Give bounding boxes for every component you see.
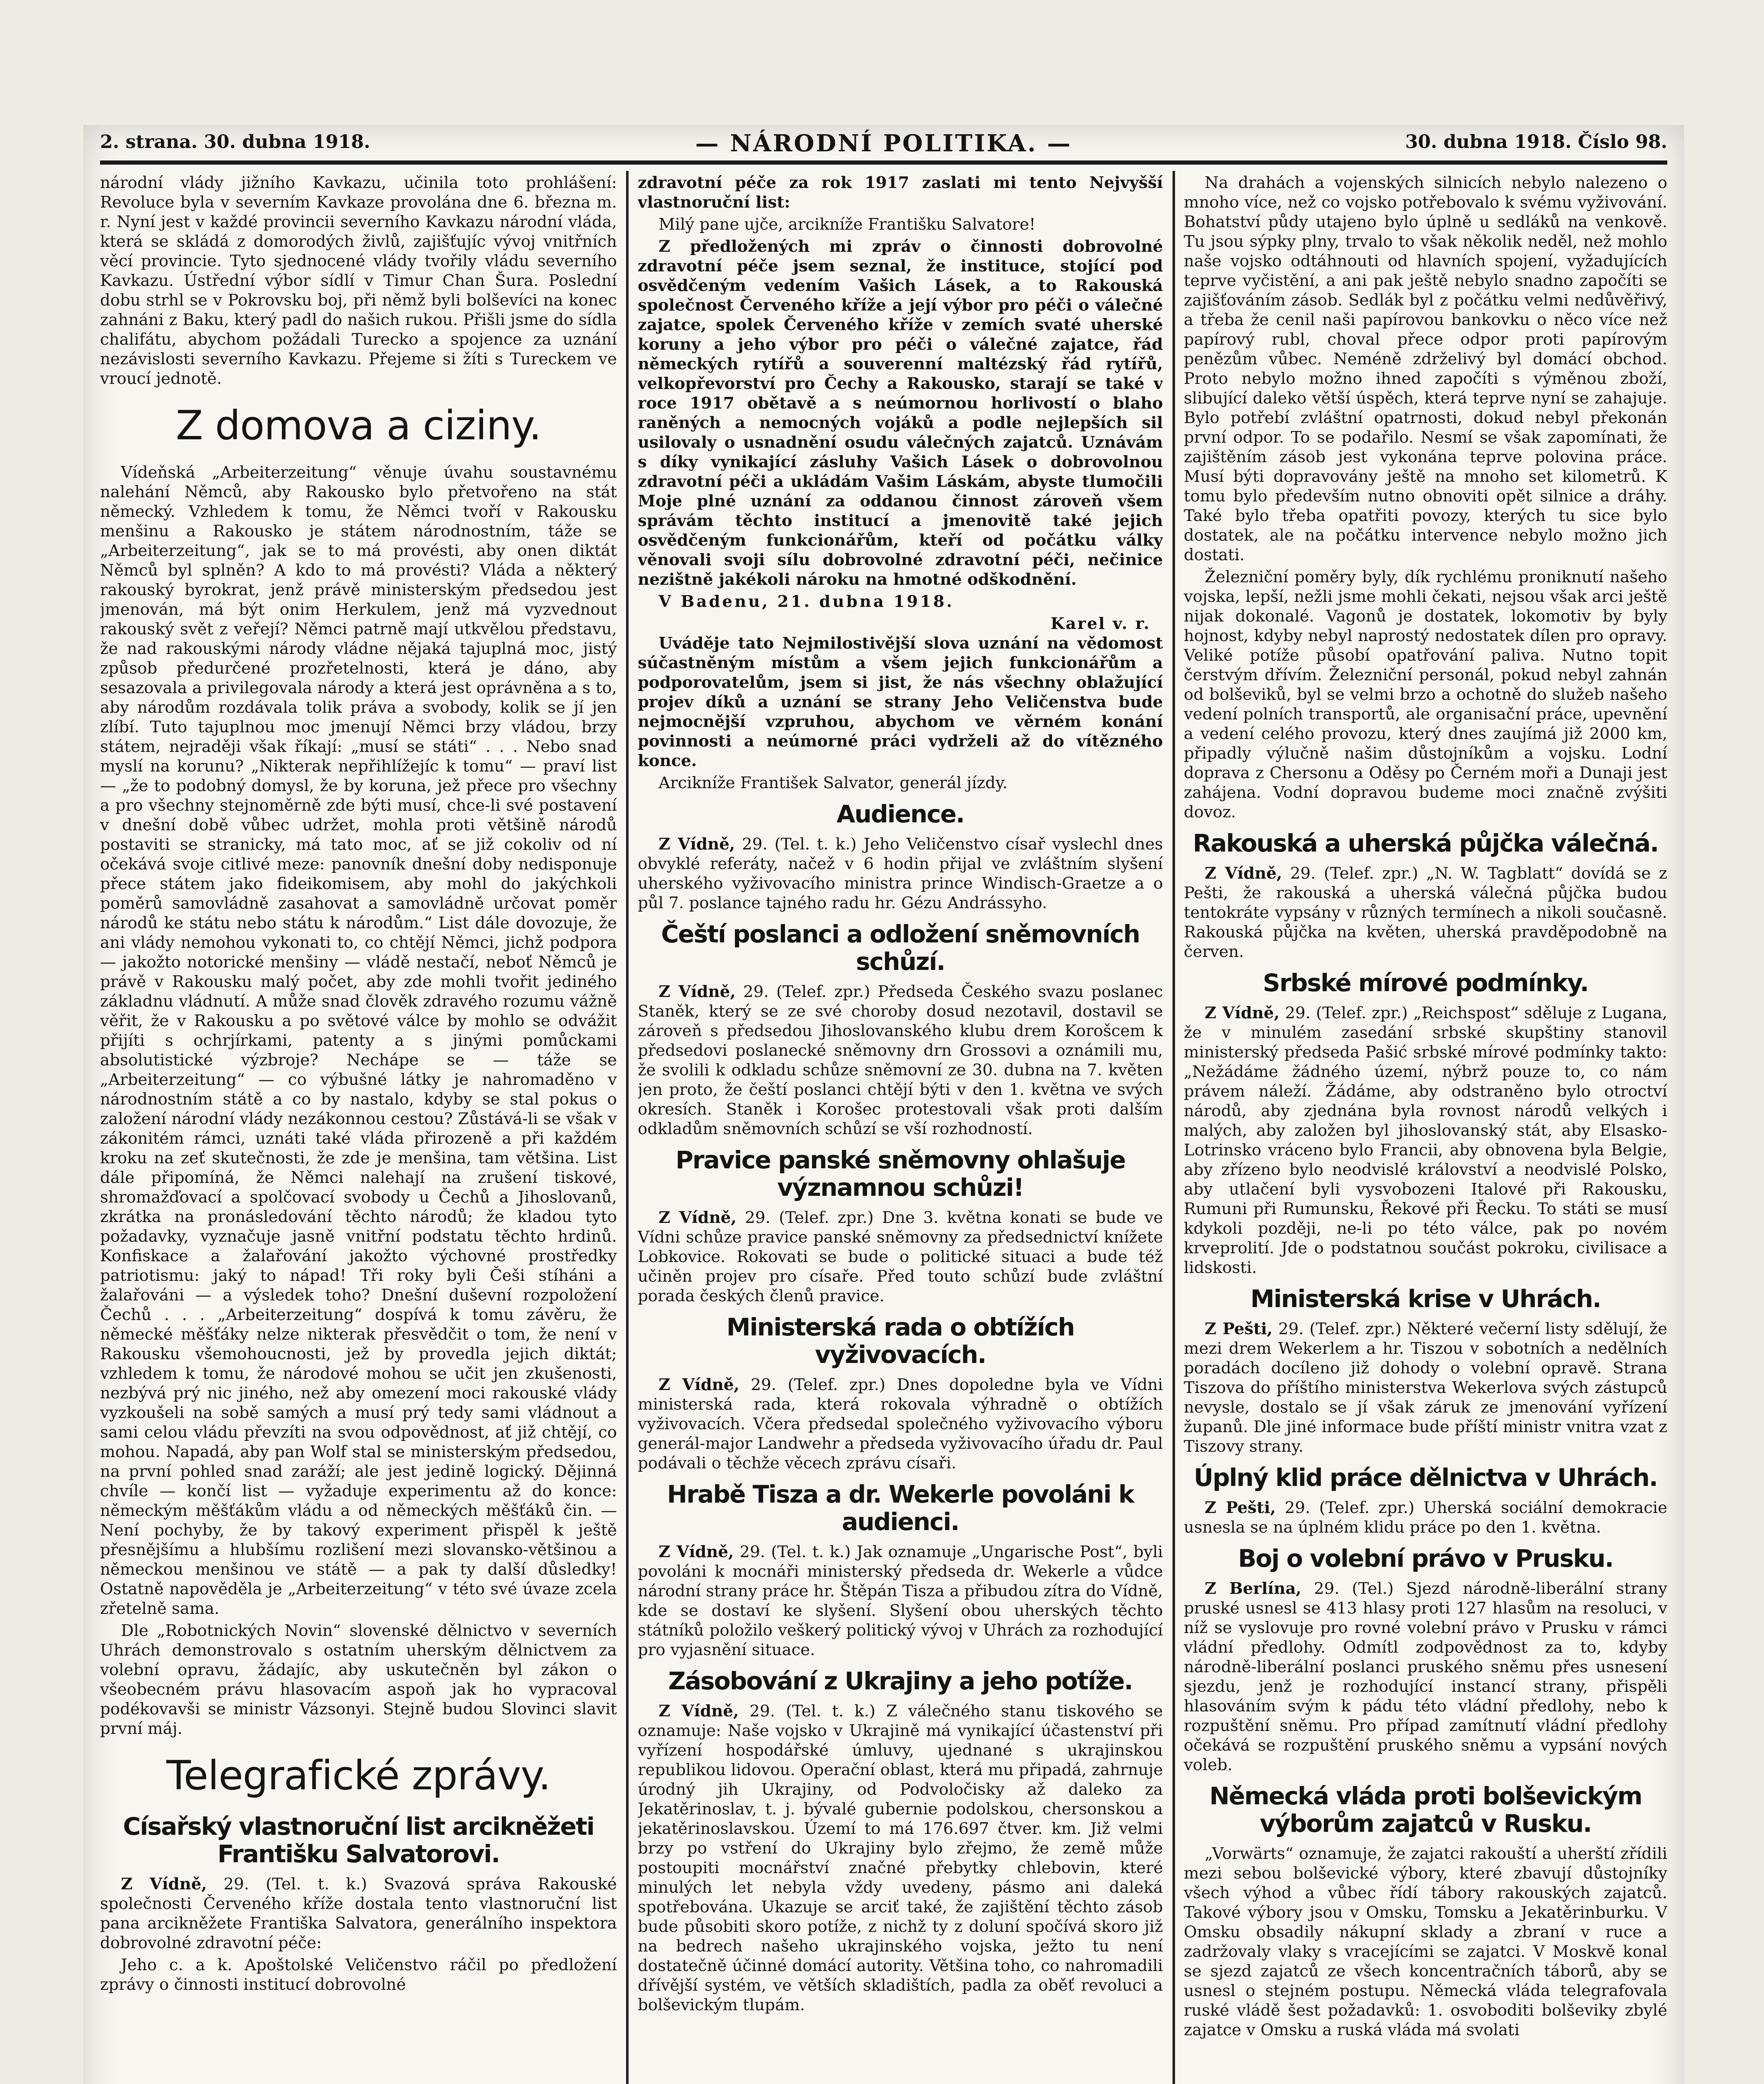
article-headline: Audience. (837, 800, 964, 828)
article-paragraph: Dle „Robotnických Novin“ slovenské dělnictvo v severních Uhrách demonstrovalo s ostatním uherským dělnictvem za volební opravu, žádajíc, aby uskutečněn byl zákon o všeobecném právu hlasovacím aspoň jak ho vypracoval podékovavši se ministr Vázsonyi. Stejně budou Slovinci slavit první máj. (100, 1621, 617, 1738)
column-3 (1184, 173, 1667, 2084)
header-issue-number: 30. dubna 1918. Číslo 98. (1405, 131, 1667, 153)
article-text: 29. (Telef. zpr.) „Reichspost“ sděluje z Lugana, že v minulém zasedání srbské skupštiny stanovil ministerský předseda Pašić srbské mírové podmínky takto: „Nežádáme žádného území, nýbrž pouze to, co nám právem náleží. Žádáme, aby odstraněno bylo otroctví národů, aby zjednána byla rovnost národů velkých i malých, aby založen byl jihoslovanský stát, aby Elsasko-Lotrinsko vráceno bylo Francii, aby obnovena byla Belgie, aby zřízeno bylo neodvislé království a neodvislé Polsko, aby utlačení byli vysvobozeni Italové při Rakousku, Rumuni při Rumunsku, Řekové při Řecku. To státi se musí kdykoli později, ne-li po této válce, pak po novém krveprolití. Jde o podstatnou součást pokroku, civilisace a lidskosti. (1184, 1004, 1667, 1277)
dateline: Z Vídně, (659, 1543, 734, 1561)
article-headline: Německá vláda proti bolševickým výborům zajatců v Rusku. (1209, 1782, 1642, 1838)
article-paragraph (638, 1375, 1163, 1473)
article-text: 29. (Tel. t. k.) Jak oznamuje „Ungarische Post“, byli povoláni k mocnáři ministerský předseda dr. Wekerle a vůdce národní strany práce hr. Štěpán Tisza a přibudou zítra do Vídně, kde se dostaví ke slyšení. Slyšení obou uherských těchto státníků položilo veškerý politický vývoj v Uhrách za rozhodující pro vyjasnění situace. (638, 1543, 1163, 1659)
article-paragraph: Jeho c. a k. Apoštolské Veličenstvo ráčil po předložení zprávy o činnosti institucí dobrovolné (100, 1956, 617, 1994)
article-headline: Ministerská rada o obtížích vyživovacích. (726, 1313, 1075, 1369)
dateline: Z Pešti, (1205, 1498, 1276, 1517)
article-text: 29. (Tel. t. k.) Jeho Veličenstvo císař vyslechl dnes obvyklé referáty, načež v 6 hodin přijal ve zvláštním slyšení uherského vyživovacího ministra prince Windisch-Graetze a o půl 7. poslance tajného radu hr. Gézu Andrássyho. (638, 835, 1163, 912)
article-text: 29. (Tel. t. k.) Svazová správa Rakouské společnosti Červeného kříže dostala tento vlastnoruční list pana arcikněžete Františka Salvatora, generálního inspektora dobrovolné zdravotní péče: (100, 1875, 617, 1952)
article-paragraph: Uváděje tato Nejmilostivější slova uznání na vědomost súčastněným místům a všem jejich funkcionářům a podporovatelům, jsem si jist, že nás všechny oblažující projev díků a uznání se strany Jeho Veličenstva bude nejmocnější vzpruhou, abychom ve věrném konání povinnosti a neúmorné práci vydrželi až do vítězného konce. (638, 634, 1163, 770)
article-paragraph (638, 1701, 1163, 2015)
section-heading-telegraf: Telegrafické zprávy. (166, 1752, 551, 1799)
article-text: 29. (Telef. zpr.) Uherská sociální demokracie usnesla se na úplném klidu práce po den 1. května. (1184, 1498, 1667, 1537)
article-paragraph (1184, 1498, 1667, 1537)
article-paragraph: „Vorwärts“ oznamuje, že zajatci rakouští a uherští zřídili mezi sebou bolševické výbory, které zbavují důstojníky všech výhod a vůbec řídí tábory rakouských zajatců. Takové výbory jsou v Omsku, Tomsku a Jekatěrinburku. V Omsku obsadily nákupní sklady a zbraní v ruce a zadržovaly vlaky s vracejícími se zajatci. V Moskvě konal se sjezd zajatců ze všech koncentračních táborů, aby se usnesl o stejném postupu. Německá vláda telegrafovala ruské vládě šest požadavků: 1. osvoboditi bolševiky zbylé zajatce v Omsku a ruská vláda má svolati (1184, 1844, 1667, 2039)
article-paragraph: Železniční poměry byly, dík rychlému proniknutí našeho vojska, lepší, nežli jsme mohli čekati, nejsou však arci ještě nijak dokonalé. Vagonů je dostatek, lokomotiv by byly hojnost, kdyby nebyl naprostý nedostatek dílen pro opravy. Veliké potíže působí opatřování paliva. Nutno topit čerstvým dřívím. Železniční personál, pokud nebyl zahnán od bolševiků, byl se velmi brzo a ochotně do služeb našeho vedení polních transportů, ale organisační práce, upevnění a vedení celého provozu, který dnes zaujímá již 2000 km, připadly výlučně našim důstojníkům a vojsku. Lodní doprava z Chersonu a Oděsy po Černém moři a Dunaji jest zahájena. Vodní dopravou budeme moci značně zvýšiti dovoz. (1184, 568, 1667, 822)
article-paragraph: zdravotní péče za rok 1917 zaslati mi tento Nejvyšší vlastnoruční list: (638, 173, 1163, 212)
article-headline: Hrabě Tisza a dr. Wekerle povoláni k audienci. (667, 1480, 1134, 1536)
dateline: Z Vídně, (1205, 864, 1282, 883)
article-paragraph: Z předložených mi zpráv o činnosti dobrovolné zdravotní péče jsem seznal, že instituce, stojící pod osvědčeným vedením Vašich Lásek, a to Rakouská společnost Červeného kříže a její výbor pro péči o válečné zajatce, spolek Červeného kříže v zemích svaté uherské koruny a jeho výbor pro péči o válečné zajatce, řád německých rytířů a souverenní maltézský řád rytířů, velkopřevorství pro Čechy a Rakousko, starají se také v roce 1917 obětavě a s neúmornou horlivostí o blaho raněných a nemocných vojáků a podle nejlepších sil usilovaly o usnadnění osudu válečných zajatců. Uznávám s díky vynikající zásluhy Vašich Lásek o dobrovolnou zdravotní péči a ukládám Vašim Láskám, abyste tlumočili Moje plné uznání za oddanou činnost zároveň všem správám těchto institucí a jmenovitě také jejich osvědčeným funkcionářům, kteří od počátku války věnovali svoji sílu dobrovolné zdravotní péči, nečinice nezištně jakékoli nároku na hmotné odškodnění. (638, 237, 1163, 589)
letter-salutation: Milý pane ujče, arcikníže Františku Salvatore! (659, 215, 1036, 234)
article-headline: Srbské mírové podmínky. (1263, 969, 1589, 997)
article-paragraph: národní vlády jižního Kavkazu, učinila toto prohlášení: Revoluce byla v severním Kavkaze provolána dne 6. března m. r. Nyní jest v každé provincii severního Kavkazu národní vláda, která se skládá z domorodých živlů, zajišťujíc vývoj vnitřních věcí provincie. Tyto sjednocené vlády tvořily vládu severního Kavkazu. Ústřední výbor sídlí v Timur Chan Šura. Poslední dobu strhl se v Pokrovsku boj, při němž byli bolševíci na konec zahnáni z Baku, který padl do našich rukou. Přišli jsme do sídla chalifátu, abychom požádali Turecko a spojence za uznání nezávislosti severního Kavkazu. Přejeme si žíti s Tureckem ve vroucí jednotě. (100, 173, 617, 388)
article-signature: Arcikníže František Salvator, generál jízdy. (659, 774, 1008, 792)
dateline: Z Vídně, (659, 982, 736, 1001)
header-page-date: 2. strana. 30. dubna 1918. (100, 131, 371, 153)
article-text: 29. (Telef. zpr.) Předseda Českého svazu poslanec Staněk, který se ze své choroby dosud nezotavil, dostavil se zároveň s předsedou Jihoslovanského klubu drem Korošcem k předsedovi poslanecké sněmovny drn Grossovi a oznámili mu, že svolili k odkladu schůze sněmovní ze 30. dubna na 7. květen jen proto, že čeští poslanci chtějí býti v den 1. května ve svých okresích. Staněk i Korošec protestovali však proti dalším odkladům sněmovních schůzí se vší rozhodností. (638, 982, 1163, 1138)
article-paragraph (1184, 864, 1667, 962)
page-header (100, 131, 1667, 165)
newspaper-page (83, 125, 1684, 2084)
article-text: 29. (Tel. t. k.) Z válečného stanu tiskového se oznamuje: Naše vojsko v Ukrajině má vynikající účastenství při vyřízení hospodářské úmluvy, ujednané s ukrajinskou republikou lidovou. Operační oblast, která mu připadá, zahrnuje úrodný jih Ukrajiny, od Podvoločisky až daleko za Jekatěrinoslav, t. j. bývalé gubernie podolskou, chersonskou a jekatěrinoslavskou. Území to má 176.697 čtver. km. Již velmi brzy po vstření do Ukrajiny bylo zřejmo, že země může postoupiti mocnářství značné přebytky chlebovin, které minulých let nebyla vždy uvedeny, pásmo ani daleká spotřebována. Ukazuje se arciť také, že zajištění těchto zásob bude působiti skoro potíže, z nichž ty z doluní spočívá skoro již na bedrech našeho ukrajinského vojska, ježto tu není dostatečně účinné domácí autority. Většina toho, co nahromadili dřívější systém, ve větších skladištích, padla za oběť revoluci a bolševickým tlupám. (638, 1702, 1163, 2014)
article-headline: Ministerská krise v Uhrách. (1250, 1285, 1601, 1313)
dateline: Z Vídně, (1205, 1004, 1280, 1022)
dateline: Z Vídně, (659, 1208, 737, 1227)
column-rule (626, 171, 629, 2084)
article-paragraph (638, 834, 1163, 913)
article-paragraph (638, 1542, 1163, 1660)
article-paragraph (638, 1208, 1163, 1306)
dateline: Z Vídně, (121, 1875, 207, 1894)
article-text: 29. (Telef. zpr.) Dne 3. května konati se bude ve Vídni schůze pravice panské sněmovny za předsednictví knížete Lobkovice. Rokovati se bude o politické situaci a bude též učiněn projev pro císaře. Před touto schůzí bude zvláštní porada českých členů pravice. (638, 1208, 1163, 1305)
article-headline: Císařský vlastnoruční list arcikněžeti Františku Salvatorovi. (123, 1812, 594, 1868)
article-paragraph (1184, 1319, 1667, 1456)
masthead-title: — NÁRODNÍ POLITIKA. — (695, 130, 1072, 157)
dateline: Z Pešti, (1205, 1320, 1273, 1338)
article-text: 29. (Telef. zpr.) Některé večerní listy sdělují, že mezi drem Wekerlem a hr. Tiszou v sobotních a nedělních poradách docíleno již dohody o volební opravě. Strana Tiszova do příštího ministerstva Wekerlova svých zástupců nevysle, dostalo se jí však záruk ze jmenování vyřízení županů. Dle jiné informace bude příští ministr vnitra vzat z Tiszovy strany. (1184, 1320, 1667, 1456)
article-text: 29. (Tel.) Sjezd národně-liberální strany pruské usnesl se 413 hlasy proti 127 hlasům na resoluci, v níž se vyslovuje pro rovné volební právo v Prusku v rámci vládní předlohy. Odmítl zodpovědnost za to, kdyby národně-liberální poslanci pruského sněmu přes usnesení sjezdu, jenž je rozhodující instancí strany, přispěli hlasováním svým k pádu této vládní předlohy, nebo k rozpuštění sněmu. Pro případ zamítnutí vládní předlohy očekává se rozpuštění pruského sněmu a vypsání nových voleb. (1184, 1579, 1667, 1774)
article-paragraph: Vídeňská „Arbeiterzeitung“ věnuje úvahu soustavnému nalehání Němců, aby Rakousko bylo přetvořeno na stát německý. Vzhledem k tomu, že Němci tvoří v Rakousku menšinu a Rakousko je státem národnostním, táže se „Arbeiterzeitung“, jak se to má provésti, aby onen diktát Němců byl splněn? A kdo to má provésti? Vláda a některý rakouský byrokrat, jenž právě ministerským předsedou jest jmenován, má být onim Herkulem, jenž má vyzvednout rakouský svět z veřejí? Němci patrně mají utkvělou představu, že nad rakouskými národy vládne nějaká tajuplná moc, jistý způsob předurčené prozřetelnosti, která je dáno, aby sesazovala a privilegovala národy a která jest oprávněna a s to, aby národům rozdávala tolik práva a svobody, kolik se jí jen zlíbí. Tuto tajuplnou moc jmenují Němci brzy vládou, brzy státem, nejraději však říkají: „musí se státi“ . . . Nebo snad myslí na korunu? „Nikterak nepřihlížejíc k tomu“ — praví list — „že to podobný domysl, že by koruna, jež přece pro všechny a pro všechny stejnoměrně zde býti musí, chce-li své postavení v dnešní době vůbec udržet, mohla proti většině národů postaviti se stranicky, má tato moc, ať se již cokoliv od ní očekává svoje citlivé meze: panovník dnešní doby nedisponuje přece státem jako fideikomisem, aby mohl do jakýchkoli poměrů samovládně zasahovat a samovládně určovat poměr národů ke státu nebo státu k národům.“ List dále dovozuje, že ani vlády nemohou vykonati to, co chtějí Němci, jichž podpora — jakožto notorické menšiny — vládě nestačí, neboť Němců je právě v Rakousku malý počet, aby zde mohli tvořit jediného základnu vládnutí. A může snad člověk zdravého rozumu vážně věřit, že v Rakousku a po světové válce by mohlo se odvážit přijíti s ochrjírkami, patenty a s jinými pomůckami absolutistické výzbroje? Nechápe se — táže se „Arbeiterzeitung“ — co výbušné látky je nahromaděno v národnostním státě a co by nastalo, kdyby se stal pokus o založení národní vlády nezákonnou cestou? Zůstává-li se však v zákonitém rámci, uznáti také vláda přirozeně a při každém kroku na zeť skutečnosti, že zde je menšina, tam většina. List dále připomíná, že Němci nalehají na zrušení tiskové, shromažďovací a spolčovací svobody u Čechů a Jihoslovanů, zkrátka na pronásledování těchto národů; že kladou tyto požadavky, vyznačuje jasně vnitřní podstatu těchto hrdinů. Konfiskace a žalařování jakožto výchovné prostředky patriotismu: jaký to nápad! Tři roky byli Češi stíháni a žalařováni — a výsledek toho? Dnešní duševní rozpoložení Čechů . . . „Arbeiterzeitung“ dospívá k tomu závěru, že německé měšťáky nelze nikterak přesvědčit o tom, že není v Rakousku všemohoucnosti, jež by provedla jejich diktát; vzhledem k tomu, že národové mohou se učit jen zkušenosti, nezbývá prý nic jiného, než aby omezení moci rakouské vlády vyzkoušeli na sobě samých a musí prý tedy sami vládnout a sami celou vládu převzíti na svou odpovědnost, ať již chtějí, co mohou. Napadá, aby pan Wolf stal se ministerským předsedou, na první pohled snad zaráží; ale jest jedině logický. Dějinná chvíle — končí list — vyžaduje experimentu až do konce: německým měšťákům vládu a od německých měšťáků čin. — Není pochyby, že by takový experiment přispěl k ještě přesnějšímu a hlubšímu rozlišení mezi slovansko-většinou a německou menšinou ve státě — a pak ty další důsledky! Ostatně napověděla je „Arbeiterzeitung“ v této své úvaze zcela zřetelně sama. (100, 463, 617, 1618)
article-headline: Rakouská a uherská půjčka válečná. (1193, 829, 1659, 857)
dateline: Z Vídně, (659, 1702, 739, 1721)
article-headline: Boj o volební právo v Prusku. (1238, 1544, 1613, 1573)
letter-date: V Badenu, 21. dubna 1918. (659, 592, 955, 611)
article-headline: Zásobování z Ukrajiny a jeho potíže. (668, 1667, 1133, 1695)
section-heading-domova: Z domova a ciziny. (175, 402, 541, 449)
column-1 (100, 173, 617, 2084)
article-text: 29. (Telef. zpr.) Dnes dopoledne byla ve Vídni ministerská rada, která rokovala výhradně o obtížích vyživovacích. Včera předsedal společného vyživovacího výboru generál-major Landwehr a předseda vyživovacího úřadu dr. Paul podávali o těchže věcech zprávu císaři. (638, 1375, 1163, 1473)
article-paragraph (1184, 1003, 1667, 1277)
article-paragraph (100, 1874, 617, 1953)
article-headline: Čeští poslanci a odložení sněmovních schůzí. (661, 920, 1140, 976)
dateline: Z Vídně, (659, 835, 735, 854)
article-headline: Pravice panské sněmovny ohlašuje významnou schůzi! (675, 1146, 1125, 1202)
article-text: 29. (Telef. zpr.) „N. W. Tagblatt“ dovídá se z Pešti, že rakouská a uherská válečná půjčka budou tentokráte vypsány v různých termínech a nikoli současně. Rakouská půjčka na květen, uherská pravděpodobně na červen. (1184, 864, 1667, 961)
column-2 (638, 173, 1163, 2084)
article-headline: Úplný klid práce dělnictva v Uhrách. (1194, 1463, 1657, 1492)
article-paragraph (638, 982, 1163, 1139)
dateline: Z Berlína, (1205, 1579, 1302, 1598)
column-rule (1173, 171, 1175, 2084)
article-paragraph: Na drahách a vojenských silnicích nebylo nalezeno o mnoho více, než co vojsko potřebovalo k svému vyživování. Bohatství půdy utajeno bylo úplně u sedláků na venkově. Tu jsou sýpky plny, trvalo to však několik neděl, než mohlo naše vojsko odtáhnouti od hlavních spojení, vyžadujících teprve vyčistění, a ani pak ještě nebylo snadno započíti se zajišťováním zásob. Sedlák byl z počátku velmi nedůvěřivý, a třeba že cenil naši papírovou bankovku o něco více než papírový rubl, choval přece odpor proti papírovým penězům vůbec. Neméně zdrželivý byl domácí obchod. Proto nebylo možno ihned započíti s výměnou zboží, slibující daleko větší úspěch, která teprve nyní se zahajuje. Bylo potřebí zvláštní opatrnosti, dokud nebyl překonán první odpor. To se podařilo. Nesmí se však zapomínati, že zajištěním zásob jest vykonána teprve polovina práce. Musí býti dopravovány ještě na mnoho set kilometrů. K tomu bylo především nutno obnoviti opět silnice a dráhy. Také bylo třeba opatřiti povozy, kterých tu sice bylo dostatek, ale na počátku intervence nebylo možno jich dostati. (1184, 173, 1667, 564)
article-paragraph (1184, 1579, 1667, 1775)
letter-signature: Karel v. r. (1050, 614, 1150, 633)
dateline: Z Vídně, (659, 1375, 739, 1394)
